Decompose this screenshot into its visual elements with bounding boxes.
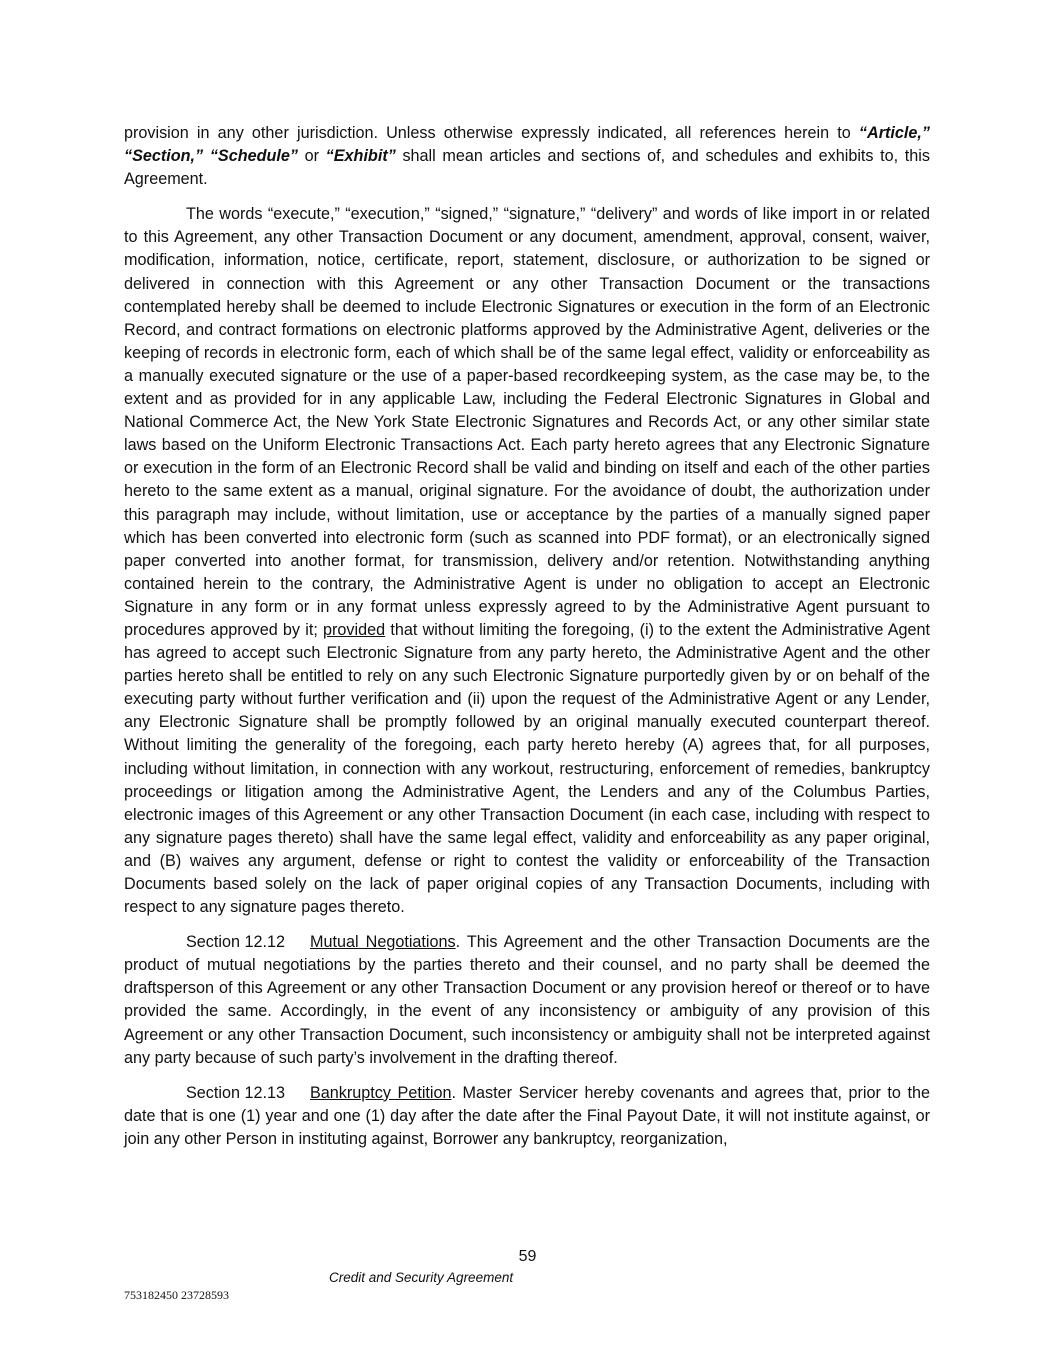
document-id: 753182450 23728593	[124, 1288, 229, 1302]
page-number: 59	[518, 1248, 537, 1265]
para1-space-2	[203, 147, 210, 165]
para1-text-or: or	[297, 147, 326, 166]
section-12-13-body: . Master Servicer hereby covenants and agrees that, prior to the date that is one (1) year and one (1) day after the date after the Final Payout Date, it will not institute against, or join any other Person in instituting against, Borrower any bankruptcy, reorganization,	[124, 1083, 930, 1148]
paragraph-references	[124, 122, 930, 191]
para2-text-2: that without limiting the foregoing, (i) to the extent the Administrative Agent has agreed to accept such Electronic Signature from any party hereto, the Administrative Agent and the other parties hereto shall be entitled to rely on any such Electronic Signature purportedly given by or on behalf of the executing party without further verification and (ii) upon the request of the Administrative Agent or any Lender, any Electronic Signature shall be promptly followed by an original manually executed counterpart thereof. Without limiting the generality of the foregoing, each party hereto hereby (A) agrees that, for all purposes, including without limitation, in connection with any workout, restructuring, enforcement of remedies, bankruptcy proceedings or litigation among the Administrative Agent, the Lenders and any of the Columbus Parties, electronic images of this Agreement or any other Transaction Document (in each case, including with respect to any signature pages thereto) shall have the same legal effect, validity and enforceability as any paper original, and (B) waives any argument, defense or right to contest the validity or enforceability of the Transaction Documents based solely on the lack of paper original copies of any Transaction Documents, including with respect to any signature pages thereto.	[124, 620, 930, 917]
para2-text-1: The words “execute,” “execution,” “signed,” “signature,” “delivery” and words of like import in or related to this Agreement, any other Transaction Document or any document, amendment, approval, consent, waiver, modification, information, notice, certificate, report, statement, disclosure, or authorization to be signed or delivered in connection with this Agreement or any other Transaction Document or the transactions contemplated hereby shall be deemed to include Electronic Signatures or execution in the form of an Electronic Record, and contract formations on electronic platforms approved by the Administrative Agent, deliveries or the keeping of records in electronic form, each of which shall be of the same legal effect, validity or enforceability as a manually executed signature or the use of a paper-based recordkeeping system, as the case may be, to the extent and as provided for in any applicable Law, including the Federal Electronic Signatures in Global and National Commerce Act, the New York State Electronic Signatures and Records Act, or any other similar state laws based on the Uniform Electronic Transactions Act. Each party hereto agrees that any Electronic Signature or execution in the form of an Electronic Record shall be valid and binding on itself and each of the other parties hereto to the same extent as a manual, original signature. For the avoidance of doubt, the authorization under this paragraph may include, without limitation, use or acceptance by the parties of a manually signed paper which has been converted into electronic form (such as scanned into PDF format), or an electronically signed paper converted into another format, for transmission, delivery and/or retention. Notwithstanding anything contained herein to the contrary, the Administrative Agent is under no obligation to accept an Electronic Signature in any form or in any format unless expressly agreed to by the Administrative Agent pursuant to procedures approved by it;	[124, 205, 930, 639]
term-section: “Section,”	[124, 147, 204, 166]
section-12-12-number: Section 12.12	[186, 933, 285, 952]
term-schedule: “Schedule”	[209, 147, 298, 166]
term-provided: provided	[323, 620, 386, 639]
document-body	[124, 122, 930, 1163]
section-12-13	[124, 1082, 930, 1151]
para1-text-2: shall mean articles and sections of, and schedules and exhibits to, this Agreement.	[124, 147, 930, 189]
section-12-12	[124, 931, 930, 1070]
term-article: “Article,”	[858, 124, 930, 142]
paragraph-electronic-signatures	[124, 203, 930, 919]
term-exhibit: “Exhibit”	[325, 147, 396, 166]
section-12-12-body: . This Agreement and the other Transaction Documents are the product of mutual negotiations by the parties thereto and their counsel, and no party shall be deemed the draftsperson of this Agreement or any other Transaction Document or any provision hereof or thereof or to have provided the same. Accordingly, in the event of any inconsistency or ambiguity of any provision of this Agreement or any other Transaction Document, such inconsistency or ambiguity shall not be interpreted against any party because of such party’s involvement in the drafting thereof.	[124, 933, 930, 1067]
section-12-12-heading: Mutual Negotiations	[310, 933, 456, 952]
section-12-13-number: Section 12.13	[186, 1083, 285, 1102]
para1-text-1: provision in any other jurisdiction. Unless otherwise expressly indicated, all references herein to	[124, 124, 859, 142]
footer-title: Credit and Security Agreement	[329, 1270, 514, 1285]
section-12-13-heading: Bankruptcy Petition	[310, 1083, 452, 1102]
